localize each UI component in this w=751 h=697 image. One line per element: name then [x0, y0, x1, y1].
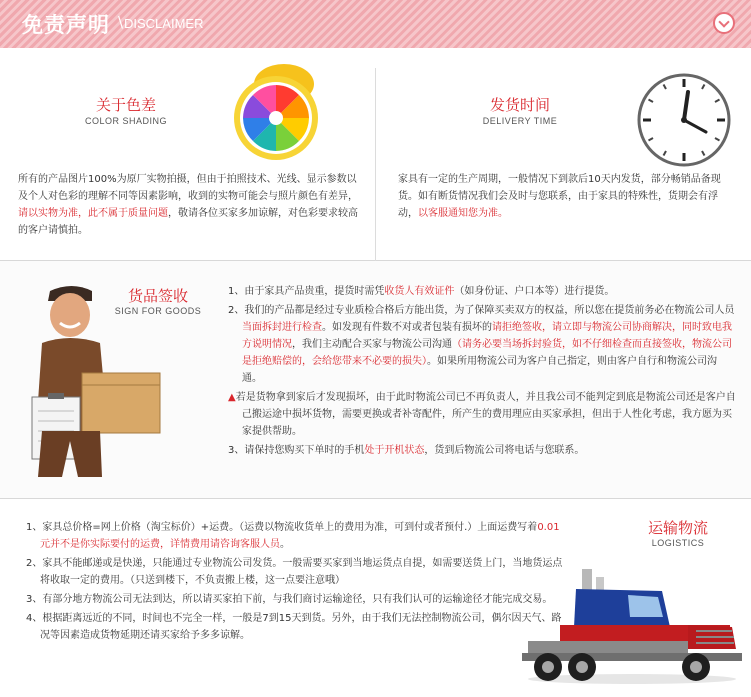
disclaimer-header: [0, 0, 751, 48]
sign-item-3-a: 3、请保持您购买下单时的手机: [228, 445, 365, 456]
sign-item-2-c: 。如发现有件数不对或者包装有损坏的: [322, 322, 492, 333]
logistics-item-1: [26, 519, 568, 553]
sign-title-cn: 货品签收: [127, 287, 188, 305]
logistics-item-4: 4、根据距离远近的不同，时间也不完全一样，一般是7到15天到货。另外，由于我们无法控制物流公司，偶尔因天气、路况等因素造成货物延期还请买家给予多多谅解。: [26, 613, 562, 641]
sign-item-warning-text: 若是货物拿到家后才发现损坏，由于此时物流公司已不再负责人，并且我公司不能判定到底是物流公司还是客户自己搬运途中损坏货物，需要更换或者补寄配件，所产生的费用理应由买家承担，但出于人性化考虑，我方愿为买家提供帮助。: [235, 392, 736, 437]
sign-item-1: [228, 283, 736, 300]
logistics-title-en: LOGISTICS: [651, 538, 705, 548]
truck-image: [520, 567, 746, 685]
header-title-cn: 免责声明: [22, 13, 110, 37]
section-logistics: [0, 499, 751, 697]
logistics-item-1-a: 1、家具总价格=网上价格（淘宝标价）+运费。（运费以物流收货单上的费用为准，可到付或者预付.）上面运费写着: [26, 522, 538, 533]
delivery-text-1: 家具有一定的生产周期，一般情况下到款后10天内发货，部分畅销品备现货。如有断货情况我们会及时与您联系，由于家具的特殊性，货期会有浮动，: [398, 174, 721, 219]
sign-list: [228, 283, 736, 461]
logistics-item-1-b: 0.01元并不是你实际要付的运费，详情费用请咨询客服人员: [40, 522, 560, 550]
logistics-title-cn: 运输物流: [647, 519, 708, 537]
sign-item-2-d: 请拒绝签收，请立即与物流公司协商解决，同时致电我方说明情况: [242, 322, 732, 350]
warning-triangle-icon: ▲: [228, 392, 236, 403]
logistics-item-2: 2、家具不能邮递或是快递，只能通过专业物流公司发货。一般需要买家到当地运货点自提，如需要送货上门，当地货运点将收取一定的费用。（只送到楼下，不负责搬上楼，这一点要注意哦）: [26, 558, 563, 586]
logistics-item-1-c: 。: [280, 539, 290, 550]
logistics-list: [26, 519, 568, 646]
color-shading-title-cn: 关于色差: [95, 96, 156, 114]
sign-item-1-b: 收货人有效证件: [384, 286, 455, 297]
sign-item-3-c: ，货到后物流公司将电话与您联系。: [424, 445, 585, 456]
chevron-down-circle-icon[interactable]: [713, 12, 735, 34]
sign-item-1-a: 1、由于家具产品贵重，提货时需凭: [228, 286, 385, 297]
delivery-highlight: 以客服通知您为准。: [418, 208, 508, 219]
logistics-item-3: 3、有部分地方物流公司无法到达，所以请买家拍下前，与我们商讨运输途径，只有我们认可的运输途径才能完成交易。: [26, 594, 553, 605]
delivery-title-cn: 发货时间: [489, 96, 550, 114]
sign-item-2-a: 2、我们的产品都是经过专业质检合格后方能出货，为了保障买卖双方的权益，所以您在提货前务必在物流公司人员: [228, 305, 735, 316]
section-sign-for-goods: [0, 261, 751, 499]
rainbow-lemon-image: [226, 60, 330, 164]
header-title-en: DISCLAIMER: [124, 16, 204, 31]
delivery-title-en: DELIVERY TIME: [482, 116, 558, 126]
color-shading-title-en: COLOR SHADING: [84, 116, 167, 126]
delivery-text: [398, 171, 736, 222]
header-separator: \: [118, 13, 124, 31]
sign-item-2: [228, 302, 736, 387]
sign-item-2-g: 。如果所用物流公司为客户自己指定，则由客户自行和物流公司沟通。: [242, 356, 717, 384]
section-shading-delivery: [0, 48, 751, 261]
color-shading-text-2: ，敬请各位买家多加谅解，对色彩要求较高的客户请慎拍。: [18, 208, 358, 236]
sign-item-2-f: （请务必要当场拆封验货，如不仔细检查而直接签收，物流公司是拒绝赔偿的，会给您带来不必要的损失）: [242, 339, 732, 367]
sign-item-2-b: 当面拆封进行检查: [242, 322, 322, 333]
sign-item-warning: [228, 389, 736, 440]
color-shading-text: [18, 171, 358, 239]
clock-icon: [636, 72, 732, 168]
delivery-man-image: [12, 281, 162, 477]
sign-item-3: [228, 442, 736, 459]
sign-item-1-c: （如身份证、户口本等）进行提货。: [454, 286, 615, 297]
sign-item-3-b: 处于开机状态: [364, 445, 425, 456]
color-shading-text-1: 所有的产品图片100%为原厂实物拍摄，但由于拍照技术、光线、显示参数以及个人对色彩的理解不同等因素影响，收到的实物可能会与照片颜色有差异，: [18, 174, 358, 202]
sign-title-en: SIGN FOR GOODS: [114, 306, 202, 316]
sign-item-2-e: ，我们主动配合买家与物流公司沟通: [292, 339, 452, 350]
column-divider: [375, 68, 376, 261]
color-shading-highlight: 请以实物为准，此不属于质量问题: [18, 208, 168, 219]
